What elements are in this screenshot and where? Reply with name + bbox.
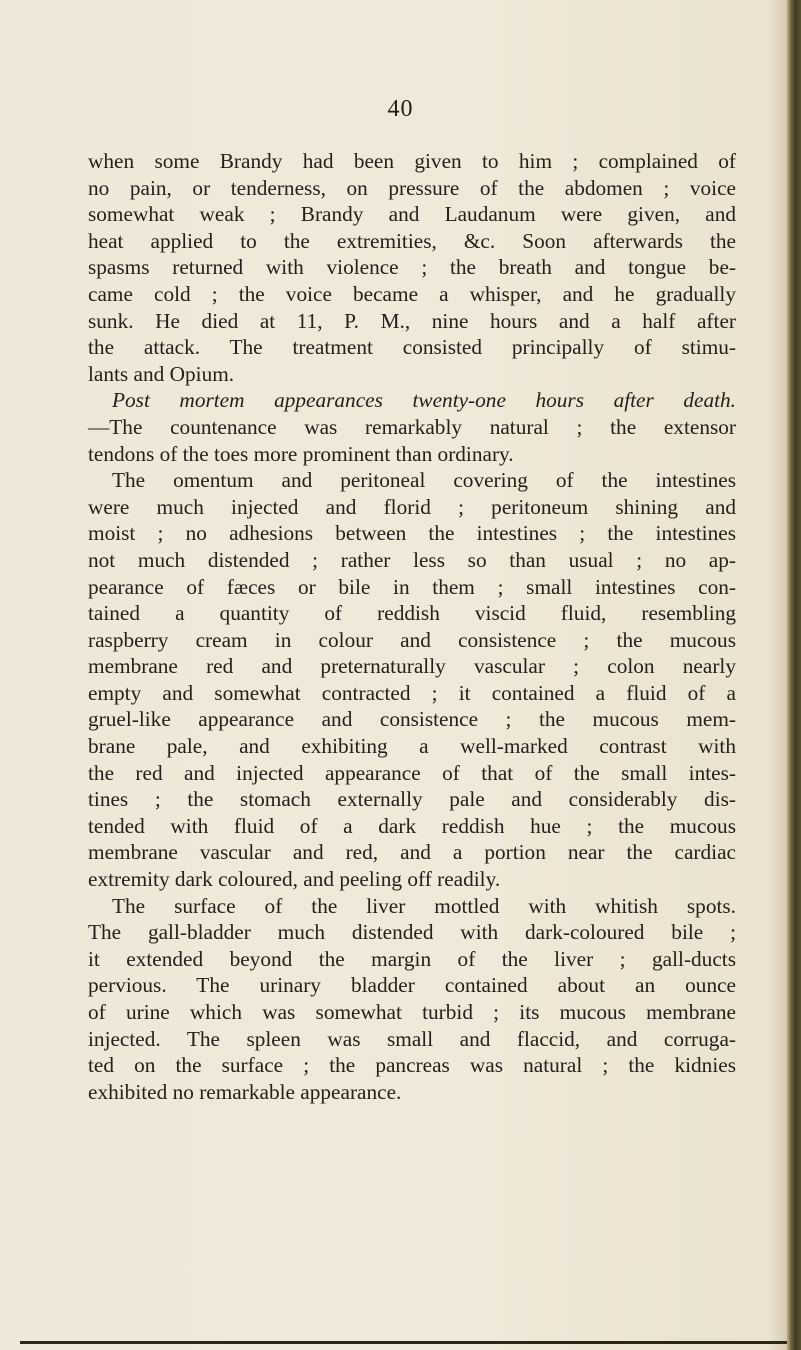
text-line: tained a quantity of reddish viscid fluid, resembling bbox=[88, 601, 736, 626]
text-line: gruel-like appearance and consistence ; the mucous mem- bbox=[88, 707, 736, 732]
text-line: were much injected and florid ; peritoneum shining and bbox=[88, 494, 736, 519]
text-line: it extended beyond the margin of the liver ; gall-ducts bbox=[88, 946, 736, 971]
text-line: came cold ; the voice became a whisper, and he gradually bbox=[88, 281, 736, 306]
text-line: spasms returned with violence ; the breath and tongue be- bbox=[88, 255, 736, 280]
text-line: membrane vascular and red, and a portion near the cardiac bbox=[88, 840, 736, 865]
text-line: exhibited no remarkable appearance. bbox=[88, 1079, 402, 1104]
text-line: tines ; the stomach externally pale and considerably dis- bbox=[88, 787, 736, 812]
text-line: ted on the surface ; the pancreas was natural ; the kidnies bbox=[88, 1053, 736, 1078]
text-line: —The countenance was remarkably natural ; the extensor bbox=[88, 414, 736, 439]
text-line: when some Brandy had been given to him ; complained of bbox=[88, 149, 736, 173]
text-line: the red and injected appearance of that of the small intes- bbox=[88, 760, 736, 785]
text-line: brane pale, and exhibiting a well-marked contrast with bbox=[88, 734, 736, 759]
text-line: moist ; no adhesions between the intestines ; the intestines bbox=[88, 521, 736, 546]
bottom-rule bbox=[20, 1341, 787, 1344]
text-line: somewhat weak ; Brandy and Laudanum were given, and bbox=[88, 202, 736, 227]
text-line: lants and Opium. bbox=[88, 361, 235, 386]
text-line: pervious. The urinary bladder contained about an ounce bbox=[88, 973, 736, 998]
text-line: pearance of fæces or bile in them ; small intestines con- bbox=[88, 574, 736, 599]
text-line: injected. The spleen was small and flaccid, and corruga- bbox=[88, 1026, 736, 1051]
text-line: sunk. He died at 11, P. M., nine hours and a half after bbox=[88, 308, 736, 333]
text-line: no pain, or tenderness, on pressure of the abdomen ; voice bbox=[88, 175, 736, 200]
page-number: 40 bbox=[387, 96, 414, 122]
text-line: membrane red and preternaturally vascular ; colon nearly bbox=[88, 654, 736, 679]
page-edge bbox=[787, 0, 801, 1350]
text-line: empty and somewhat contracted ; it contained a fluid of a bbox=[88, 680, 736, 705]
text-line: not much distended ; rather less so than usual ; no ap- bbox=[88, 547, 736, 572]
text-line: tendons of the toes more prominent than ordinary. bbox=[88, 441, 514, 466]
text-line: tended with fluid of a dark reddish hue ; the mucous bbox=[88, 813, 736, 838]
text-line: The surface of the liver mottled with whitish spots. bbox=[112, 893, 736, 918]
text-line: Post mortem appearances twenty-one hours after death. bbox=[112, 388, 736, 413]
body-text bbox=[88, 148, 736, 1105]
text-line: extremity dark coloured, and peeling off readily. bbox=[88, 867, 501, 892]
text-line: of urine which was somewhat turbid ; its mucous membrane bbox=[88, 1000, 736, 1024]
text-line: heat applied to the extremities, &c. Soon afterwards the bbox=[88, 228, 736, 253]
text-line: the attack. The treatment consisted principally of stimu- bbox=[88, 335, 736, 360]
text-line: The gall-bladder much distended with dark-coloured bile ; bbox=[88, 920, 736, 945]
text-line: The omentum and peritoneal covering of the intestines bbox=[112, 468, 736, 493]
text-line: raspberry cream in colour and consistence ; the mucous bbox=[88, 627, 736, 652]
